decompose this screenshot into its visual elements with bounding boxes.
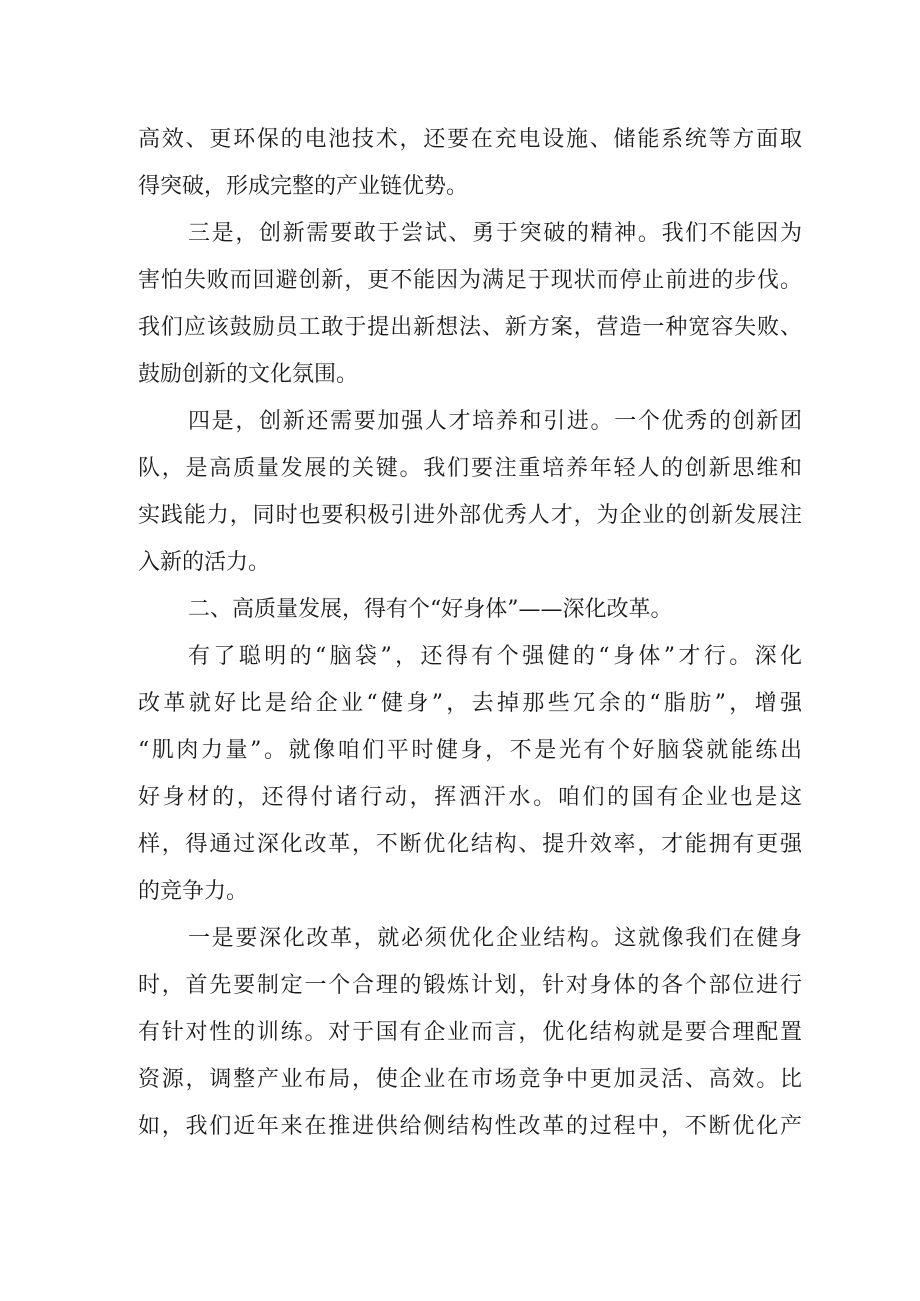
text-line: 害怕失败而回避创新，更不能因为满足于现状而停止前进的步伐。 — [138, 268, 802, 293]
text-line: 资源，调整产业布局，使企业在市场竞争中更加灵活、高效。比 — [138, 1067, 802, 1092]
paragraph-start-line: 有了聪明的“脑袋”，还得有个强健的“身体”才行。深化 — [188, 644, 802, 669]
text-line: “肌肉力量”。就像咱们平时健身，不是光有个好脑袋就能练出 — [138, 738, 802, 763]
section-heading: 二、高质量发展，得有个“好身体”——深化改革。 — [188, 597, 673, 622]
text-line: 好身材的，还得付诸行动，挥洒汗水。咱们的国有企业也是这 — [138, 785, 802, 810]
paragraph-start-line: 三是，创新需要敢于尝试、勇于突破的精神。我们不能因为 — [188, 221, 802, 246]
text-line: 我们应该鼓励员工敢于提出新想法、新方案，营造一种宽容失败、 — [138, 315, 802, 340]
text-line: 的竞争力。 — [138, 879, 249, 904]
text-line: 有针对性的训练。对于国有企业而言，优化结构就是要合理配置 — [138, 1020, 802, 1045]
body-text — [138, 116, 802, 1150]
text-line: 如，我们近年来在推进供给侧结构性改革的过程中，不断优化产 — [138, 1114, 802, 1139]
text-line: 改革就好比是给企业“健身”，去掉那些冗余的“脂肪”，增强 — [138, 691, 802, 716]
text-line: 样，得通过深化改革，不断优化结构、提升效率，才能拥有更强 — [138, 832, 802, 857]
paragraph-start-line: 四是，创新还需要加强人才培养和引进。一个优秀的创新团 — [188, 409, 802, 434]
text-line: 队，是高质量发展的关键。我们要注重培养年轻人的创新思维和 — [138, 456, 802, 481]
text-line: 高效、更环保的电池技术，还要在充电设施、储能系统等方面取 — [138, 127, 802, 152]
paragraph-start-line: 一是要深化改革，就必须优化企业结构。这就像我们在健身 — [188, 926, 802, 951]
text-line: 鼓励创新的文化氛围。 — [138, 362, 359, 387]
text-line: 得突破，形成完整的产业链优势。 — [138, 174, 469, 199]
text-line: 时，首先要制定一个合理的锻炼计划，针对身体的各个部位进行 — [138, 973, 802, 998]
text-line: 实践能力，同时也要积极引进外部优秀人才，为企业的创新发展注 — [138, 503, 802, 528]
text-line: 入新的活力。 — [138, 550, 271, 575]
